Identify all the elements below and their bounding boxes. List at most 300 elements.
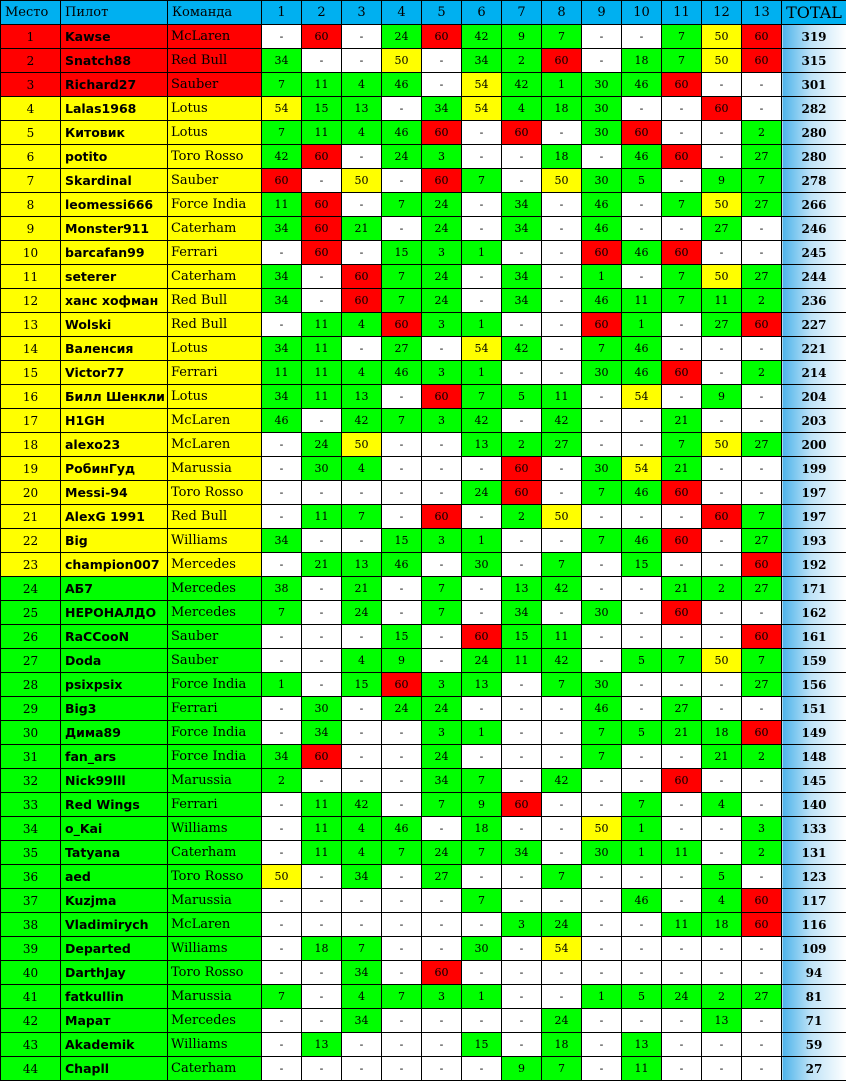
table-row[interactable] — [1, 121, 846, 145]
points-cell[interactable]: - — [302, 529, 342, 553]
points-cell[interactable]: 34 — [502, 841, 542, 865]
points-cell[interactable]: 4 — [342, 73, 382, 97]
team-cell[interactable]: Lotus — [168, 385, 262, 409]
points-cell[interactable]: 46 — [582, 193, 622, 217]
points-cell[interactable]: 46 — [382, 73, 422, 97]
points-cell[interactable]: - — [502, 409, 542, 433]
points-cell[interactable]: 4 — [702, 889, 742, 913]
points-cell[interactable]: 27 — [662, 697, 702, 721]
points-cell[interactable]: - — [582, 1057, 622, 1081]
points-cell[interactable]: - — [302, 769, 342, 793]
place-cell[interactable]: 19 — [1, 457, 61, 481]
points-cell[interactable]: 42 — [342, 409, 382, 433]
header-race-1[interactable]: 1 — [262, 1, 302, 25]
team-cell[interactable]: Sauber — [168, 73, 262, 97]
points-cell[interactable]: - — [742, 457, 782, 481]
points-cell[interactable]: 46 — [382, 121, 422, 145]
team-cell[interactable]: Force India — [168, 673, 262, 697]
points-cell[interactable]: - — [582, 913, 622, 937]
points-cell[interactable]: 46 — [622, 361, 662, 385]
points-cell[interactable]: - — [382, 793, 422, 817]
points-cell[interactable]: 1 — [622, 817, 662, 841]
pilot-cell[interactable]: fatkullin — [61, 985, 168, 1009]
points-cell[interactable]: - — [582, 1009, 622, 1033]
total-cell[interactable]: 156 — [782, 673, 846, 697]
team-cell[interactable]: Williams — [168, 1033, 262, 1057]
points-cell[interactable]: 42 — [542, 769, 582, 793]
total-cell[interactable]: 171 — [782, 577, 846, 601]
points-cell[interactable]: 50 — [582, 817, 622, 841]
points-cell[interactable]: - — [262, 1033, 302, 1057]
points-cell[interactable]: - — [342, 913, 382, 937]
team-cell[interactable]: Red Bull — [168, 505, 262, 529]
points-cell[interactable]: - — [582, 385, 622, 409]
total-cell[interactable]: 204 — [782, 385, 846, 409]
points-cell[interactable]: - — [302, 889, 342, 913]
pilot-cell[interactable]: seterer — [61, 265, 168, 289]
table-row[interactable] — [1, 1033, 846, 1057]
total-cell[interactable]: 199 — [782, 457, 846, 481]
points-cell[interactable]: 60 — [422, 121, 462, 145]
points-cell[interactable]: - — [542, 121, 582, 145]
points-cell[interactable]: - — [502, 865, 542, 889]
points-cell[interactable]: 60 — [302, 145, 342, 169]
points-cell[interactable]: 7 — [262, 73, 302, 97]
points-cell[interactable]: 54 — [462, 337, 502, 361]
points-cell[interactable]: 60 — [382, 313, 422, 337]
points-cell[interactable]: 60 — [302, 241, 342, 265]
points-cell[interactable]: - — [382, 745, 422, 769]
points-cell[interactable]: - — [582, 625, 622, 649]
points-cell[interactable]: - — [742, 1009, 782, 1033]
points-cell[interactable]: - — [582, 961, 622, 985]
points-cell[interactable]: - — [262, 1057, 302, 1081]
points-cell[interactable]: 5 — [622, 169, 662, 193]
points-cell[interactable]: - — [262, 697, 302, 721]
points-cell[interactable]: 24 — [422, 745, 462, 769]
pilot-cell[interactable]: Kuzjma — [61, 889, 168, 913]
points-cell[interactable]: - — [462, 289, 502, 313]
points-cell[interactable]: - — [662, 313, 702, 337]
points-cell[interactable]: 7 — [662, 49, 702, 73]
points-cell[interactable]: - — [542, 793, 582, 817]
points-cell[interactable]: - — [742, 601, 782, 625]
points-cell[interactable]: - — [742, 865, 782, 889]
points-cell[interactable]: - — [462, 745, 502, 769]
points-cell[interactable]: 3 — [422, 313, 462, 337]
points-cell[interactable]: 24 — [382, 145, 422, 169]
points-cell[interactable]: 60 — [742, 721, 782, 745]
points-cell[interactable]: 1 — [462, 361, 502, 385]
points-cell[interactable]: - — [462, 913, 502, 937]
points-cell[interactable]: 27 — [702, 313, 742, 337]
points-cell[interactable]: - — [542, 529, 582, 553]
points-cell[interactable]: 60 — [742, 913, 782, 937]
points-cell[interactable]: 24 — [422, 697, 462, 721]
points-cell[interactable]: 11 — [542, 625, 582, 649]
points-cell[interactable]: - — [422, 649, 462, 673]
points-cell[interactable]: - — [622, 865, 662, 889]
points-cell[interactable]: 5 — [502, 385, 542, 409]
points-cell[interactable]: - — [422, 1009, 462, 1033]
points-cell[interactable]: - — [422, 625, 462, 649]
points-cell[interactable]: 5 — [702, 865, 742, 889]
place-cell[interactable]: 18 — [1, 433, 61, 457]
pilot-cell[interactable]: potito — [61, 145, 168, 169]
points-cell[interactable]: - — [342, 1033, 382, 1057]
points-cell[interactable]: 24 — [342, 601, 382, 625]
points-cell[interactable]: - — [382, 505, 422, 529]
place-cell[interactable]: 26 — [1, 625, 61, 649]
pilot-cell[interactable]: leomessi666 — [61, 193, 168, 217]
points-cell[interactable]: - — [262, 817, 302, 841]
table-row[interactable] — [1, 745, 846, 769]
pilot-cell[interactable]: Monster911 — [61, 217, 168, 241]
points-cell[interactable]: - — [582, 25, 622, 49]
points-cell[interactable]: 30 — [582, 841, 622, 865]
total-cell[interactable]: 145 — [782, 769, 846, 793]
points-cell[interactable]: - — [302, 1057, 342, 1081]
team-cell[interactable]: Ferrari — [168, 793, 262, 817]
points-cell[interactable]: 60 — [422, 385, 462, 409]
team-cell[interactable]: Mercedes — [168, 577, 262, 601]
points-cell[interactable]: 46 — [382, 361, 422, 385]
points-cell[interactable]: 2 — [742, 841, 782, 865]
points-cell[interactable]: 15 — [382, 529, 422, 553]
points-cell[interactable]: - — [542, 985, 582, 1009]
place-cell[interactable]: 44 — [1, 1057, 61, 1081]
header-race-6[interactable]: 6 — [462, 1, 502, 25]
points-cell[interactable]: - — [422, 73, 462, 97]
pilot-cell[interactable]: Валенсия — [61, 337, 168, 361]
points-cell[interactable]: - — [262, 553, 302, 577]
points-cell[interactable]: - — [262, 841, 302, 865]
points-cell[interactable]: - — [382, 889, 422, 913]
table-row[interactable] — [1, 841, 846, 865]
points-cell[interactable]: - — [342, 337, 382, 361]
points-cell[interactable]: 7 — [342, 505, 382, 529]
points-cell[interactable]: - — [502, 889, 542, 913]
points-cell[interactable]: - — [702, 1033, 742, 1057]
points-cell[interactable]: - — [742, 769, 782, 793]
table-row[interactable] — [1, 889, 846, 913]
points-cell[interactable]: 7 — [742, 649, 782, 673]
points-cell[interactable]: - — [662, 793, 702, 817]
points-cell[interactable]: 21 — [302, 553, 342, 577]
team-cell[interactable]: Sauber — [168, 649, 262, 673]
points-cell[interactable]: - — [702, 961, 742, 985]
place-cell[interactable]: 39 — [1, 937, 61, 961]
points-cell[interactable]: 3 — [422, 673, 462, 697]
team-cell[interactable]: Marussia — [168, 985, 262, 1009]
points-cell[interactable]: 7 — [662, 193, 702, 217]
team-cell[interactable]: Ferrari — [168, 241, 262, 265]
points-cell[interactable]: - — [542, 217, 582, 241]
total-cell[interactable]: 246 — [782, 217, 846, 241]
table-row[interactable] — [1, 577, 846, 601]
points-cell[interactable]: 7 — [262, 601, 302, 625]
points-cell[interactable]: 7 — [342, 937, 382, 961]
points-cell[interactable]: 13 — [462, 673, 502, 697]
total-cell[interactable]: 133 — [782, 817, 846, 841]
team-cell[interactable]: Red Bull — [168, 289, 262, 313]
points-cell[interactable]: 7 — [582, 481, 622, 505]
place-cell[interactable]: 12 — [1, 289, 61, 313]
points-cell[interactable]: - — [342, 625, 382, 649]
points-cell[interactable]: - — [662, 337, 702, 361]
points-cell[interactable]: - — [382, 217, 422, 241]
total-cell[interactable]: 123 — [782, 865, 846, 889]
points-cell[interactable]: 50 — [702, 193, 742, 217]
header-race-2[interactable]: 2 — [302, 1, 342, 25]
points-cell[interactable]: 60 — [742, 49, 782, 73]
points-cell[interactable]: 7 — [582, 337, 622, 361]
points-cell[interactable]: 9 — [462, 793, 502, 817]
points-cell[interactable]: 34 — [262, 265, 302, 289]
points-cell[interactable]: 27 — [542, 433, 582, 457]
place-cell[interactable]: 38 — [1, 913, 61, 937]
points-cell[interactable]: 50 — [702, 25, 742, 49]
place-cell[interactable]: 13 — [1, 313, 61, 337]
points-cell[interactable]: 9 — [702, 385, 742, 409]
team-cell[interactable]: Caterham — [168, 265, 262, 289]
points-cell[interactable]: - — [382, 1009, 422, 1033]
points-cell[interactable]: - — [542, 841, 582, 865]
points-cell[interactable]: - — [662, 889, 702, 913]
team-cell[interactable]: McLaren — [168, 433, 262, 457]
points-cell[interactable]: - — [702, 625, 742, 649]
points-cell[interactable]: - — [422, 1033, 462, 1057]
points-cell[interactable]: 34 — [262, 217, 302, 241]
points-cell[interactable]: 46 — [622, 481, 662, 505]
pilot-cell[interactable]: Марат — [61, 1009, 168, 1033]
pilot-cell[interactable]: Chapll — [61, 1057, 168, 1081]
points-cell[interactable]: - — [502, 361, 542, 385]
total-cell[interactable]: 245 — [782, 241, 846, 265]
points-cell[interactable]: - — [622, 769, 662, 793]
pilot-cell[interactable]: H1GH — [61, 409, 168, 433]
points-cell[interactable]: - — [662, 1009, 702, 1033]
points-cell[interactable]: - — [542, 721, 582, 745]
points-cell[interactable]: 50 — [542, 505, 582, 529]
points-cell[interactable]: 1 — [462, 529, 502, 553]
pilot-cell[interactable]: o_Kai — [61, 817, 168, 841]
table-row[interactable] — [1, 49, 846, 73]
points-cell[interactable]: 60 — [582, 241, 622, 265]
team-cell[interactable]: Caterham — [168, 1057, 262, 1081]
points-cell[interactable]: 1 — [462, 985, 502, 1009]
points-cell[interactable]: 27 — [742, 145, 782, 169]
points-cell[interactable]: - — [542, 337, 582, 361]
points-cell[interactable]: - — [542, 313, 582, 337]
total-cell[interactable]: 244 — [782, 265, 846, 289]
points-cell[interactable]: - — [702, 481, 742, 505]
points-cell[interactable]: - — [622, 625, 662, 649]
points-cell[interactable]: - — [302, 409, 342, 433]
points-cell[interactable]: 7 — [542, 25, 582, 49]
points-cell[interactable]: - — [582, 577, 622, 601]
points-cell[interactable]: - — [302, 625, 342, 649]
points-cell[interactable]: 60 — [662, 241, 702, 265]
pilot-cell[interactable]: RaCCooN — [61, 625, 168, 649]
points-cell[interactable]: 30 — [302, 697, 342, 721]
points-cell[interactable]: 7 — [382, 841, 422, 865]
points-cell[interactable]: 50 — [342, 433, 382, 457]
table-row[interactable] — [1, 601, 846, 625]
total-cell[interactable]: 117 — [782, 889, 846, 913]
points-cell[interactable]: - — [502, 745, 542, 769]
header-race-11[interactable]: 11 — [662, 1, 702, 25]
header-race-3[interactable]: 3 — [342, 1, 382, 25]
points-cell[interactable]: 60 — [422, 169, 462, 193]
points-cell[interactable]: 46 — [582, 697, 622, 721]
points-cell[interactable]: - — [262, 649, 302, 673]
team-cell[interactable]: Toro Rosso — [168, 145, 262, 169]
points-cell[interactable]: - — [622, 673, 662, 697]
points-cell[interactable]: - — [382, 865, 422, 889]
points-cell[interactable]: 1 — [622, 841, 662, 865]
points-cell[interactable]: - — [502, 1033, 542, 1057]
points-cell[interactable]: - — [582, 505, 622, 529]
points-cell[interactable]: 13 — [342, 385, 382, 409]
points-cell[interactable]: 7 — [422, 601, 462, 625]
points-cell[interactable]: - — [382, 433, 422, 457]
points-cell[interactable]: - — [542, 697, 582, 721]
total-cell[interactable]: 301 — [782, 73, 846, 97]
points-cell[interactable]: 9 — [702, 169, 742, 193]
points-cell[interactable]: 60 — [502, 793, 542, 817]
place-cell[interactable]: 15 — [1, 361, 61, 385]
points-cell[interactable]: - — [422, 1057, 462, 1081]
points-cell[interactable]: 30 — [582, 121, 622, 145]
points-cell[interactable]: - — [462, 865, 502, 889]
points-cell[interactable]: 54 — [462, 97, 502, 121]
total-cell[interactable]: 149 — [782, 721, 846, 745]
points-cell[interactable]: 18 — [702, 721, 742, 745]
points-cell[interactable]: - — [502, 145, 542, 169]
points-cell[interactable]: 15 — [502, 625, 542, 649]
points-cell[interactable]: - — [422, 553, 462, 577]
points-cell[interactable]: - — [302, 265, 342, 289]
points-cell[interactable]: 11 — [302, 337, 342, 361]
points-cell[interactable]: - — [502, 553, 542, 577]
points-cell[interactable]: - — [382, 721, 422, 745]
table-row[interactable] — [1, 433, 846, 457]
points-cell[interactable]: 24 — [382, 697, 422, 721]
points-cell[interactable]: 46 — [262, 409, 302, 433]
points-cell[interactable]: - — [502, 529, 542, 553]
points-cell[interactable]: - — [622, 745, 662, 769]
points-cell[interactable]: 60 — [302, 25, 342, 49]
points-cell[interactable]: 2 — [742, 121, 782, 145]
points-cell[interactable]: - — [382, 601, 422, 625]
points-cell[interactable]: - — [702, 1057, 742, 1081]
points-cell[interactable]: - — [542, 961, 582, 985]
header-race-7[interactable]: 7 — [502, 1, 542, 25]
points-cell[interactable]: - — [662, 1057, 702, 1081]
points-cell[interactable]: 60 — [702, 505, 742, 529]
points-cell[interactable]: - — [382, 97, 422, 121]
points-cell[interactable]: 34 — [342, 1009, 382, 1033]
points-cell[interactable]: - — [622, 697, 662, 721]
pilot-cell[interactable]: barcafan99 — [61, 241, 168, 265]
table-row[interactable] — [1, 673, 846, 697]
points-cell[interactable]: 5 — [622, 721, 662, 745]
points-cell[interactable]: - — [662, 217, 702, 241]
place-cell[interactable]: 40 — [1, 961, 61, 985]
points-cell[interactable]: 30 — [462, 553, 502, 577]
total-cell[interactable]: 197 — [782, 481, 846, 505]
total-cell[interactable]: 280 — [782, 145, 846, 169]
points-cell[interactable]: 9 — [382, 649, 422, 673]
points-cell[interactable]: 13 — [502, 577, 542, 601]
place-cell[interactable]: 32 — [1, 769, 61, 793]
table-row[interactable] — [1, 169, 846, 193]
points-cell[interactable]: - — [502, 169, 542, 193]
header-race-10[interactable]: 10 — [622, 1, 662, 25]
points-cell[interactable]: - — [742, 937, 782, 961]
team-cell[interactable]: Force India — [168, 721, 262, 745]
points-cell[interactable]: 34 — [462, 49, 502, 73]
total-cell[interactable]: 214 — [782, 361, 846, 385]
points-cell[interactable]: 24 — [462, 649, 502, 673]
header-race-13[interactable]: 13 — [742, 1, 782, 25]
points-cell[interactable]: 3 — [422, 985, 462, 1009]
points-cell[interactable]: - — [382, 457, 422, 481]
points-cell[interactable]: 30 — [582, 361, 622, 385]
points-cell[interactable]: 13 — [702, 1009, 742, 1033]
points-cell[interactable]: 11 — [302, 841, 342, 865]
points-cell[interactable]: - — [502, 697, 542, 721]
points-cell[interactable]: 34 — [502, 265, 542, 289]
points-cell[interactable]: - — [422, 817, 462, 841]
header-race-12[interactable]: 12 — [702, 1, 742, 25]
total-cell[interactable]: 94 — [782, 961, 846, 985]
place-cell[interactable]: 2 — [1, 49, 61, 73]
points-cell[interactable]: - — [662, 817, 702, 841]
points-cell[interactable]: 2 — [702, 577, 742, 601]
team-cell[interactable]: Mercedes — [168, 601, 262, 625]
place-cell[interactable]: 1 — [1, 25, 61, 49]
table-row[interactable] — [1, 73, 846, 97]
team-cell[interactable]: Williams — [168, 937, 262, 961]
points-cell[interactable]: 30 — [462, 937, 502, 961]
place-cell[interactable]: 6 — [1, 145, 61, 169]
points-cell[interactable]: - — [502, 961, 542, 985]
points-cell[interactable]: 11 — [262, 361, 302, 385]
points-cell[interactable]: - — [502, 985, 542, 1009]
points-cell[interactable]: 60 — [342, 289, 382, 313]
team-cell[interactable]: McLaren — [168, 409, 262, 433]
points-cell[interactable]: - — [582, 649, 622, 673]
points-cell[interactable]: 18 — [542, 1033, 582, 1057]
points-cell[interactable]: 18 — [302, 937, 342, 961]
points-cell[interactable]: - — [342, 769, 382, 793]
points-cell[interactable]: - — [302, 601, 342, 625]
points-cell[interactable]: - — [742, 1057, 782, 1081]
points-cell[interactable]: - — [662, 865, 702, 889]
points-cell[interactable]: 30 — [582, 457, 622, 481]
points-cell[interactable]: 21 — [662, 457, 702, 481]
points-cell[interactable]: 11 — [302, 505, 342, 529]
points-cell[interactable]: 34 — [262, 745, 302, 769]
points-cell[interactable]: 4 — [342, 457, 382, 481]
points-cell[interactable]: 60 — [462, 625, 502, 649]
points-cell[interactable]: - — [302, 913, 342, 937]
points-cell[interactable]: - — [742, 241, 782, 265]
points-cell[interactable]: - — [382, 769, 422, 793]
place-cell[interactable]: 22 — [1, 529, 61, 553]
